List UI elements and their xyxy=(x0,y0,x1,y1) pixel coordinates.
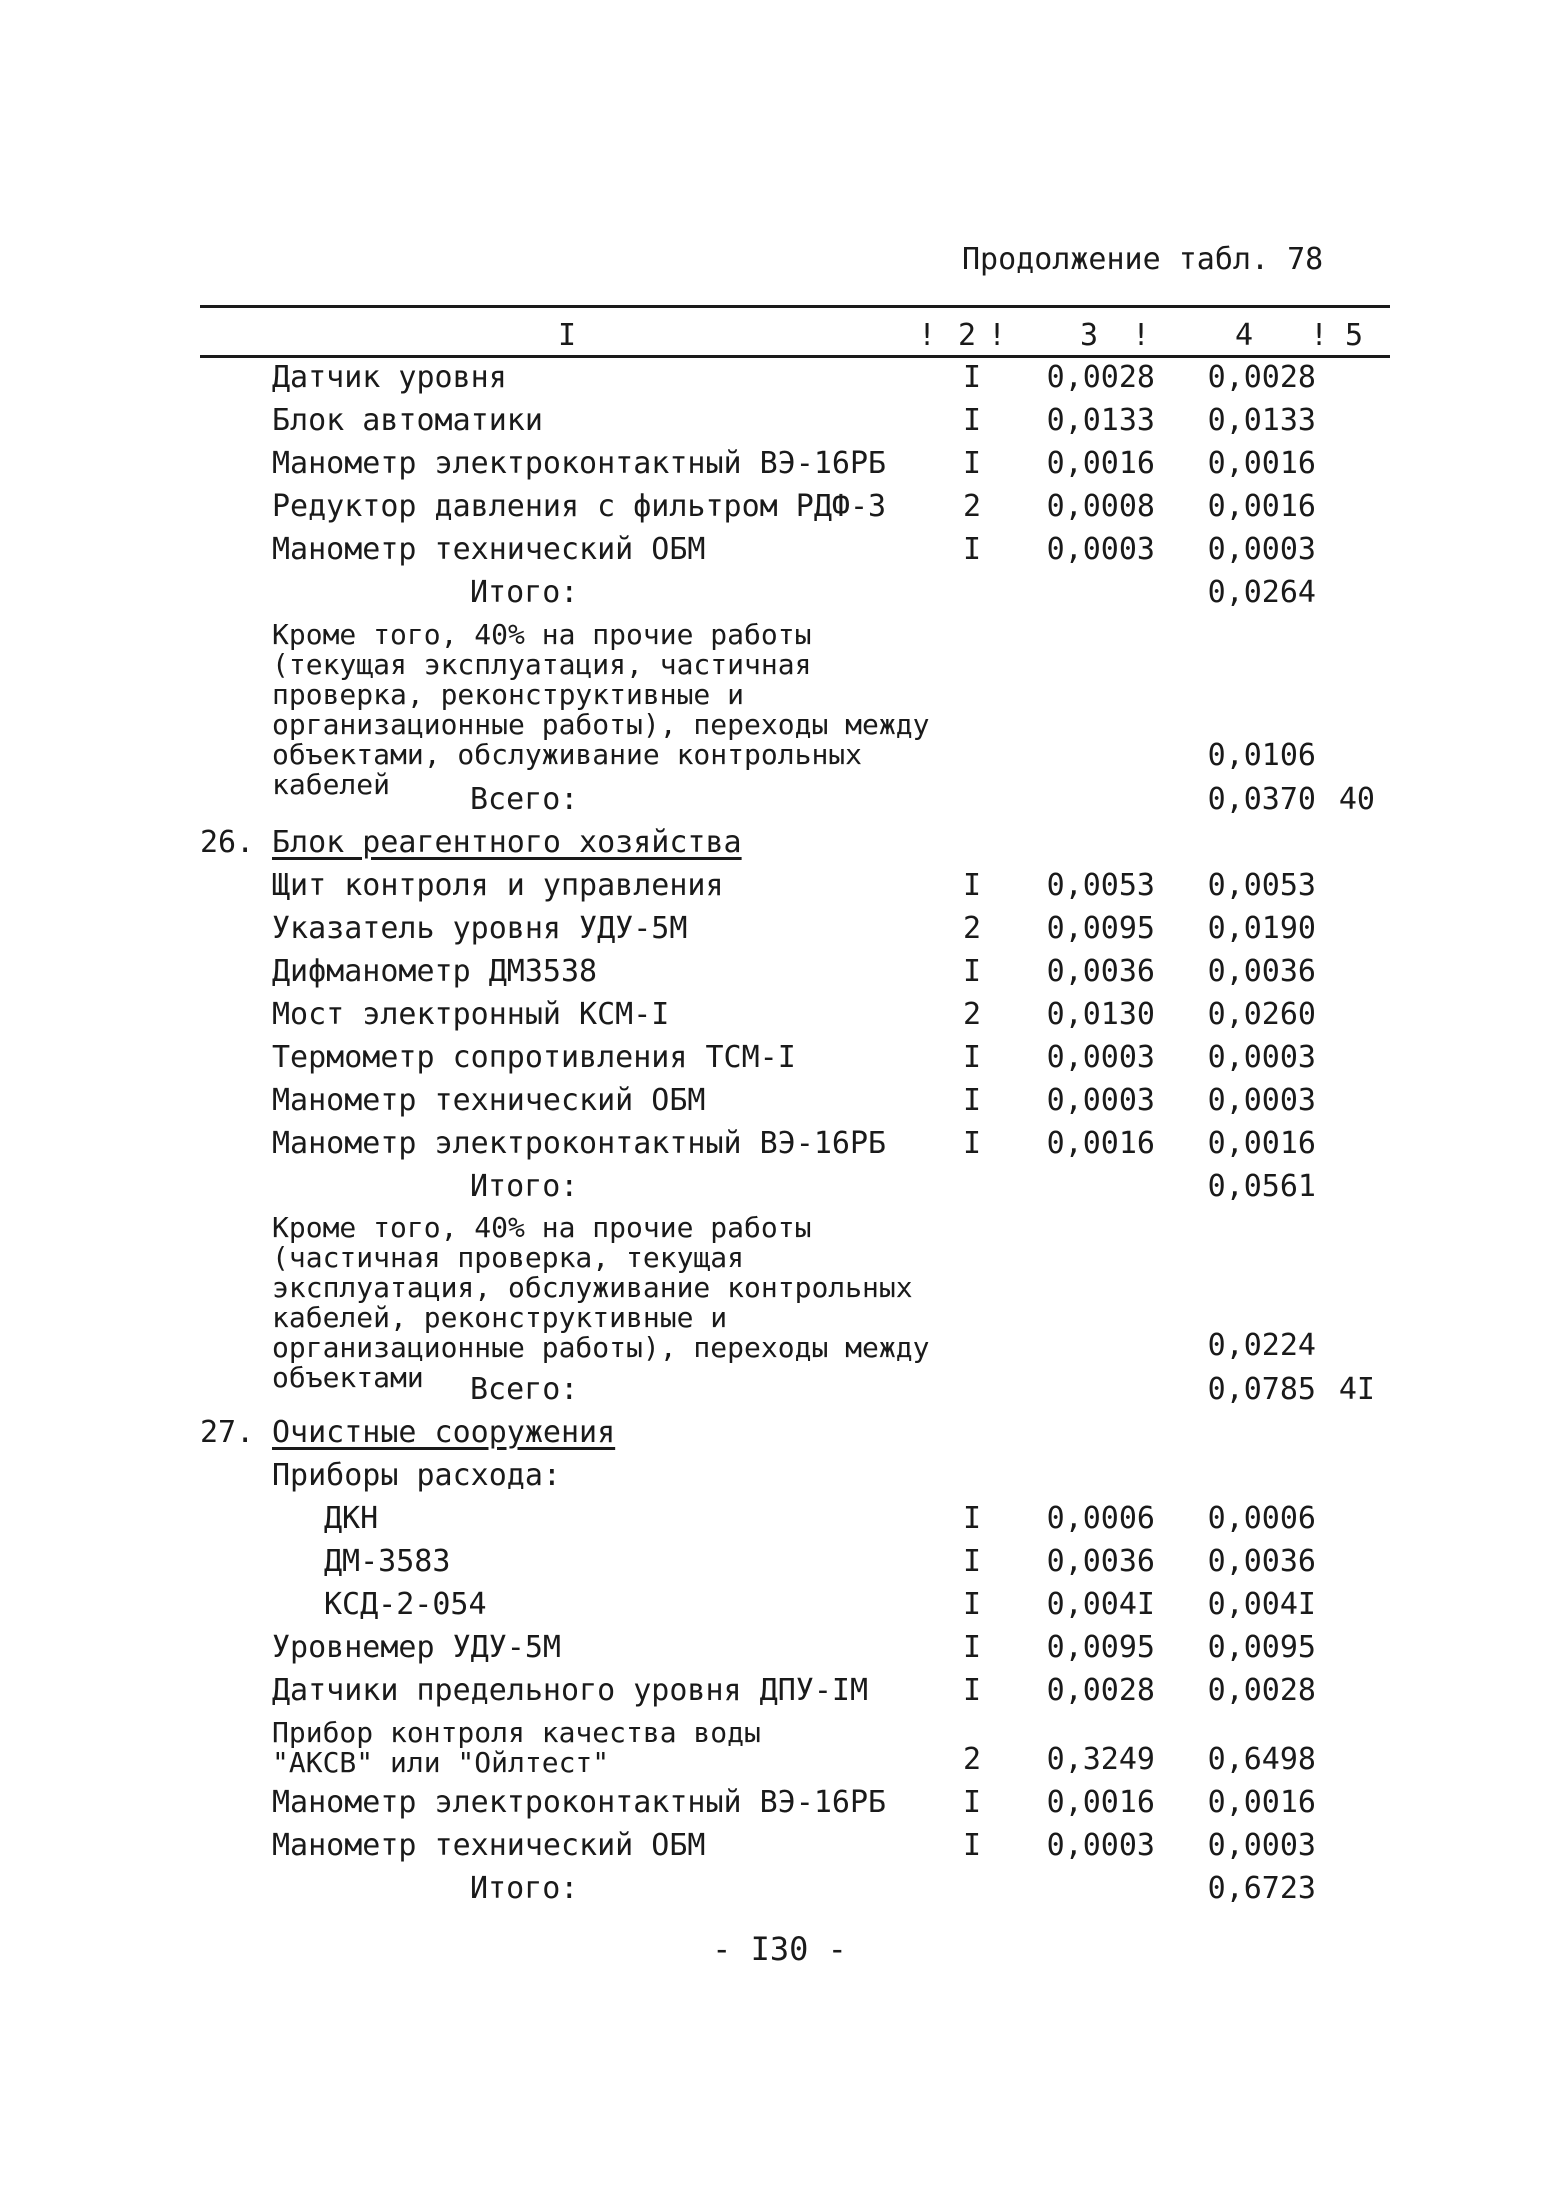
section-heading: 26. Блок реагентного хозяйства xyxy=(200,825,742,860)
table-row: Щит контроля и управления I 0,0053 0,0053 xyxy=(272,868,1316,903)
header-col-4: 4 xyxy=(1235,318,1254,353)
table-row: Манометр технический ОБМ I 0,0003 0,0003 xyxy=(272,532,1316,567)
note-text: Кроме того, 40% на прочие работы (частичная проверка, текущая эксплуатация, обслуживание контрольных кабелей, реконструктивные и организационные работы), переходы между объектами xyxy=(272,1211,930,1394)
table-row: Манометр электроконтактный ВЭ-16РБ I 0,0016 0,0016 xyxy=(272,446,1316,481)
section-heading: 27. Очистные сооружения xyxy=(200,1415,616,1450)
header-col-5: 5 xyxy=(1345,318,1364,353)
table-row: Манометр электроконтактный ВЭ-16РБ I 0,0016 0,0016 xyxy=(272,1126,1316,1161)
subtotal-row: Итого: 0,0561 xyxy=(470,1169,1316,1204)
table-row-values: 2 0,3249 0,6498 xyxy=(962,1742,1316,1777)
table-row: Редуктор давления с фильтром РДФ-3 2 0,0008 0,0016 xyxy=(272,489,1316,524)
header-separator: ! xyxy=(1132,318,1151,353)
group-heading: Приборы расхода: xyxy=(272,1458,561,1493)
subtotal-row: Итого: 0,0264 xyxy=(470,575,1316,610)
header-col-2: 2 xyxy=(958,318,977,353)
header-col-3: 3 xyxy=(1080,318,1099,353)
table-row-multiline: Прибор контроля качества воды "АКСВ" или "Ойлтест" xyxy=(272,1716,761,1779)
note-value: 0,0224 xyxy=(1207,1328,1316,1363)
table-row: ДМ-3583 I 0,0036 0,0036 xyxy=(324,1544,1316,1579)
table-row: Датчики предельного уровня ДПУ-IМ I 0,0028 0,0028 xyxy=(272,1673,1316,1708)
subtotal-row: Итого: 0,6723 xyxy=(470,1871,1316,1906)
header-col-1: I xyxy=(558,318,577,353)
table-caption: Продолжение табл. 78 xyxy=(962,242,1324,277)
header-separator: ! xyxy=(918,318,937,353)
table-row: Манометр технический ОБМ I 0,0003 0,0003 xyxy=(272,1828,1316,1863)
table-row: Указатель уровня УДУ-5М 2 0,0095 0,0190 xyxy=(272,911,1316,946)
header-separator: ! xyxy=(988,318,1007,353)
page-number: - I30 - xyxy=(712,1930,847,1968)
note-text: Кроме того, 40% на прочие работы (текущая эксплуатация, частичная проверка, реконструктивные и организационные работы), переходы между объектами, обслуживание контрольных кабелей xyxy=(272,618,930,801)
header-separator: ! xyxy=(1310,318,1329,353)
total-row: Всего: 0,0370 40 xyxy=(470,782,1375,817)
table-row: Дифманометр ДМ3538 I 0,0036 0,0036 xyxy=(272,954,1316,989)
total-row: Всего: 0,0785 4I xyxy=(470,1372,1375,1407)
note-value: 0,0106 xyxy=(1207,738,1316,773)
table-row: КСД-2-054 I 0,004I 0,004I xyxy=(324,1587,1316,1622)
table-row: Термометр сопротивления ТСМ-I I 0,0003 0,0003 xyxy=(272,1040,1316,1075)
table-row: Манометр технический ОБМ I 0,0003 0,0003 xyxy=(272,1083,1316,1118)
table-row: Мост электронный КСМ-I 2 0,0130 0,0260 xyxy=(272,997,1316,1032)
table-row: Манометр электроконтактный ВЭ-16РБ I 0,0016 0,0016 xyxy=(272,1785,1316,1820)
table-row: ДКН I 0,0006 0,0006 xyxy=(324,1501,1316,1536)
table-row: Блок автоматики I 0,0133 0,0133 xyxy=(272,403,1316,438)
table-row: Датчик уровня I 0,0028 0,0028 xyxy=(272,360,1316,395)
header-top-rule xyxy=(200,305,1390,308)
table-row: Уровнемер УДУ-5М I 0,0095 0,0095 xyxy=(272,1630,1316,1665)
